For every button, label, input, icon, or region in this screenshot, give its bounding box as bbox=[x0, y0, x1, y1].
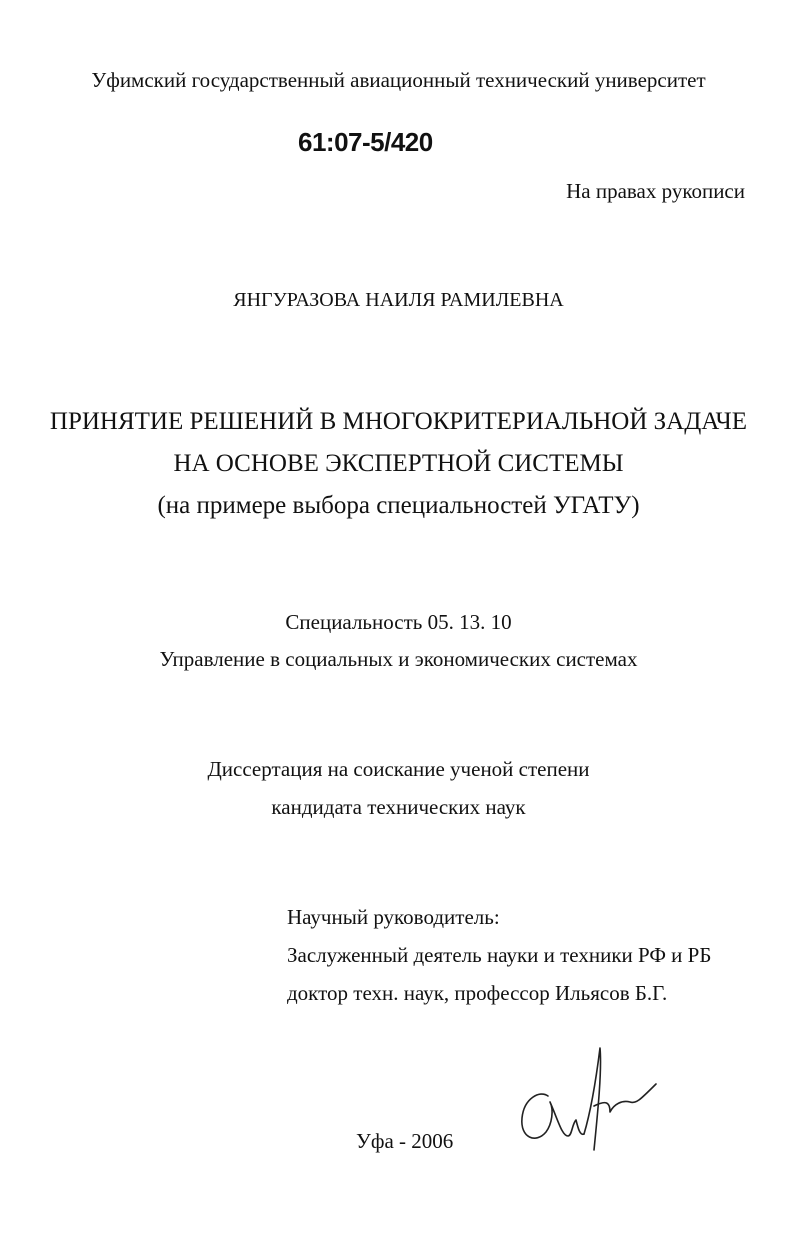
handwritten-signature bbox=[510, 1040, 670, 1160]
thesis-title-line-1: ПРИНЯТИЕ РЕШЕНИЙ В МНОГОКРИТЕРИАЛЬНОЙ ЗАДАЧЕ bbox=[49, 408, 748, 435]
rights-note: На правах рукописи bbox=[566, 179, 745, 203]
supervisor-title: Заслуженный деятель науки и техники РФ и РБ bbox=[287, 943, 712, 967]
degree-line-1: Диссертация на соискание ученой степени bbox=[207, 757, 590, 781]
supervisor-name: доктор техн. наук, профессор Ильясов Б.Г. bbox=[287, 981, 668, 1005]
university-name: Уфимский государственный авиационный технический университет bbox=[91, 68, 706, 92]
supervisor-label: Научный руководитель: bbox=[287, 905, 500, 929]
city-year: Уфа - 2006 bbox=[356, 1129, 454, 1153]
degree-line-2: кандидата технических наук bbox=[271, 795, 526, 819]
specialty-name: Управление в социальных и экономических системах bbox=[159, 647, 638, 671]
specialty-number: Специальность 05. 13. 10 bbox=[285, 610, 512, 634]
thesis-title-line-2: НА ОСНОВЕ ЭКСПЕРТНОЙ СИСТЕМЫ bbox=[173, 450, 624, 477]
author-name: ЯНГУРАЗОВА НАИЛЯ РАМИЛЕВНА bbox=[233, 289, 564, 311]
thesis-subtitle: (на примере выбора специальностей УГАТУ) bbox=[157, 492, 640, 519]
catalog-code: 61:07-5/420 bbox=[298, 127, 433, 157]
